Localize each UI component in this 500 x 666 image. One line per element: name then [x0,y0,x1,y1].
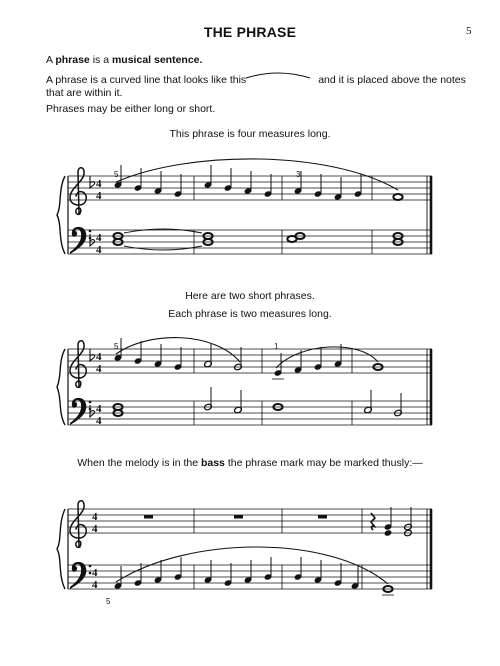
example1-caption: This phrase is four measures long. [169,128,331,140]
system-1-treble-flat [90,176,95,188]
page-number: 5 [466,25,472,37]
system-1-phrase-slur [116,159,398,190]
example2-caption-line2: Each phrase is two measures long. [168,308,332,320]
sample-phrase-curve [246,73,310,78]
svg-text:4: 4 [92,511,98,523]
svg-text:4: 4 [96,403,102,415]
system-3-brace [57,509,65,589]
example2-caption-line1: Here are two short phrases. [185,290,315,302]
system-2-bass-notes [113,403,402,416]
svg-text:4: 4 [96,244,102,256]
system-3-time-signatures [92,511,98,591]
system-3-staves [68,509,432,589]
curve-text-before: A phrase is a curved line that looks like this [46,74,247,86]
system-2-phrase-slur-2 [276,347,378,368]
system-3-bass-clef [70,562,91,589]
system-1-brace [57,176,65,254]
system-2-treble-stems [121,338,341,373]
system-2-treble-flat [90,349,95,361]
svg-text:4: 4 [92,523,98,535]
system-1-fingering-3: 3 [296,170,301,179]
example3-caption-before: When the melody is in the [77,457,201,469]
phrase-length-note: Phrases may be either long or short. [46,103,216,115]
definition-term: phrase [55,54,90,66]
svg-text:4: 4 [92,579,98,591]
system-1-fingering-1: 5 [114,170,119,179]
system-2-time-signatures [96,351,102,427]
example3-caption-after: the phrase mark may be marked thusly:— [224,457,423,469]
system-2-fingering-5: 5 [114,342,119,351]
definition-term-2: musical sentence. [111,54,203,66]
system-3-whole-rests [144,515,327,519]
svg-text:4: 4 [96,190,102,202]
system-1-time-signatures [96,178,102,256]
system-3-quarter-rest [371,513,375,530]
system-2-treble-clef [70,341,86,388]
svg-text:4: 4 [96,351,102,363]
definition-mid: is a [89,54,112,66]
page-title: THE PHRASE [203,24,297,40]
system-2-bass-stems [211,387,401,413]
system-2-phrase-slur-1 [116,338,240,362]
system-2-fingering-1: 1 [274,342,279,351]
svg-text:4: 4 [96,232,102,244]
svg-text:4: 4 [96,415,102,427]
svg-text:4: 4 [92,567,98,579]
example3-caption-term: bass [200,457,225,469]
system-1-bass-notes [113,233,402,245]
system-2-brace [57,349,65,425]
system-1-treble-clef [70,168,86,215]
system-1-bass-clef [70,227,91,254]
system-1-treble-notes [114,181,403,200]
system-3-treble-chords [384,523,413,536]
svg-text:4: 4 [96,363,102,375]
svg-text:4: 4 [96,178,102,190]
system-3-treble-clef [70,501,86,548]
definition-lead: A [46,54,56,66]
system-3-fingering-5: 5 [106,597,111,606]
system-2-bass-clef [70,398,91,425]
curve-text-after: and it is placed above the notes that are within it. [46,74,466,99]
